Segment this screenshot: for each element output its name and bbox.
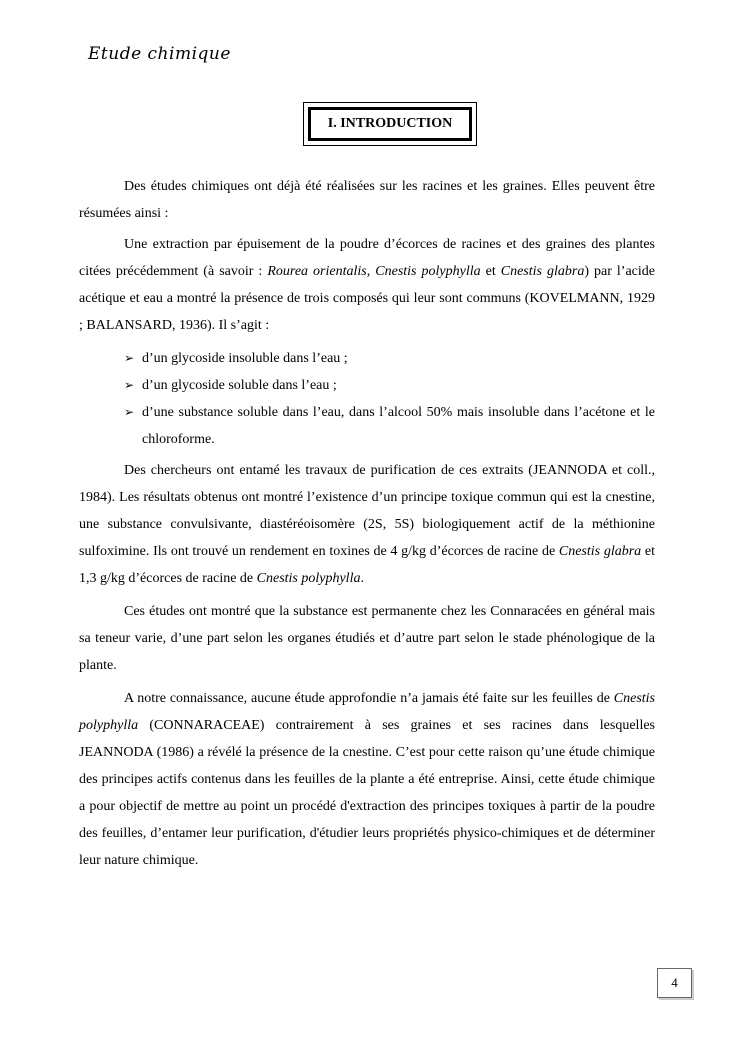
species-name: Cnestis glabra — [558, 544, 642, 559]
section-title: I. INTRODUCTION — [308, 107, 472, 141]
running-header: Etude chimique — [88, 44, 231, 64]
text-run: (CONNARACEAE) contrairement à ses graines et ses racines dans lesquelles JEANNODA (1986) a révélé la présence de la cnestine. C’est pour cette raison qu’une étude chimique des principes actifs contenus dans les feuilles de la plante a été entreprise. Ainsi, cette étude chimique a pour objectif de mettre au point un procédé d'extraction des principes toxiques à partir de la poudre des feuilles, d’entamer leur purification, d'étudier leurs propriétés physico-chimiques et de déterminer leur nature chimique. — [79, 718, 655, 868]
species-name: Cnestis polyphylla — [79, 691, 655, 733]
arrow-bullet-icon: ➢ — [124, 405, 135, 419]
species-name: Cnestis glabra — [500, 264, 585, 279]
arrow-bullet-icon: ➢ — [124, 378, 135, 392]
compound-list — [79, 345, 655, 453]
paragraph-1: Des études chimiques ont déjà été réalisées sur les racines et les graines. Elles peuvent être résumées ainsi : — [79, 179, 655, 221]
text-run: ) par l’acide acétique et eau a montré la présence de trois composés qui leur sont communs (KOVELMANN, 1929 ; BALANSARD, 1936). Il s’agit : — [79, 264, 656, 333]
section-title-box — [303, 102, 477, 146]
text-run: et — [480, 264, 501, 279]
species-name: Cnestis polyphylla — [375, 264, 481, 279]
list-item-text: d’un glycoside insoluble dans l’eau ; — [142, 351, 348, 366]
paragraph-2 — [79, 231, 655, 339]
text-run: Des chercheurs ont entamé les travaux de purification de ces extraits (JEANNODA et coll., 1984). Les résultats obtenus ont montré l’existence d’un principe toxique commun qui est la cnestine, une substance convulsivante, diastéréoisomère (2S, 5S) biologiquement actif de la méthionine sulfoximine. Ils ont trouvé un rendement en toxines de 4 g/kg d’écorces de racine de — [79, 463, 655, 559]
text-run: A notre connaissance, aucune étude approfondie n’a jamais été faite sur les feuilles de — [124, 691, 614, 706]
list-item — [124, 372, 655, 399]
list-item-text: d’un glycoside soluble dans l’eau ; — [142, 378, 337, 393]
paragraph-4: Ces études ont montré que la substance est permanente chez les Connaracées en général mais sa teneur varie, d’une part selon les organes étudiés et d’autre part selon le stade phénologique de la plante. — [79, 604, 655, 673]
list-item-text: d’une substance soluble dans l’eau, dans l’alcool 50% mais insoluble dans l’acétone et le chloroforme. — [142, 405, 655, 447]
paragraph-3 — [79, 457, 655, 592]
arrow-bullet-icon: ➢ — [124, 351, 135, 365]
list-item — [124, 345, 655, 372]
paragraph-5 — [79, 685, 655, 874]
text-run: et 1,3 g/kg d’écorces de racine de — [79, 544, 655, 586]
text-run: , — [366, 264, 376, 279]
list-item — [124, 399, 655, 453]
page-number: 4 — [657, 968, 692, 998]
species-name: Rourea orientalis — [267, 264, 367, 279]
body-text — [79, 173, 655, 880]
species-name: Cnestis polyphylla — [256, 571, 361, 586]
text-run: Une extraction par épuisement de la poudre d’écorces de racines et des graines des plantes citées précédemment (à savoir : — [79, 237, 655, 279]
text-run: . — [360, 571, 364, 586]
